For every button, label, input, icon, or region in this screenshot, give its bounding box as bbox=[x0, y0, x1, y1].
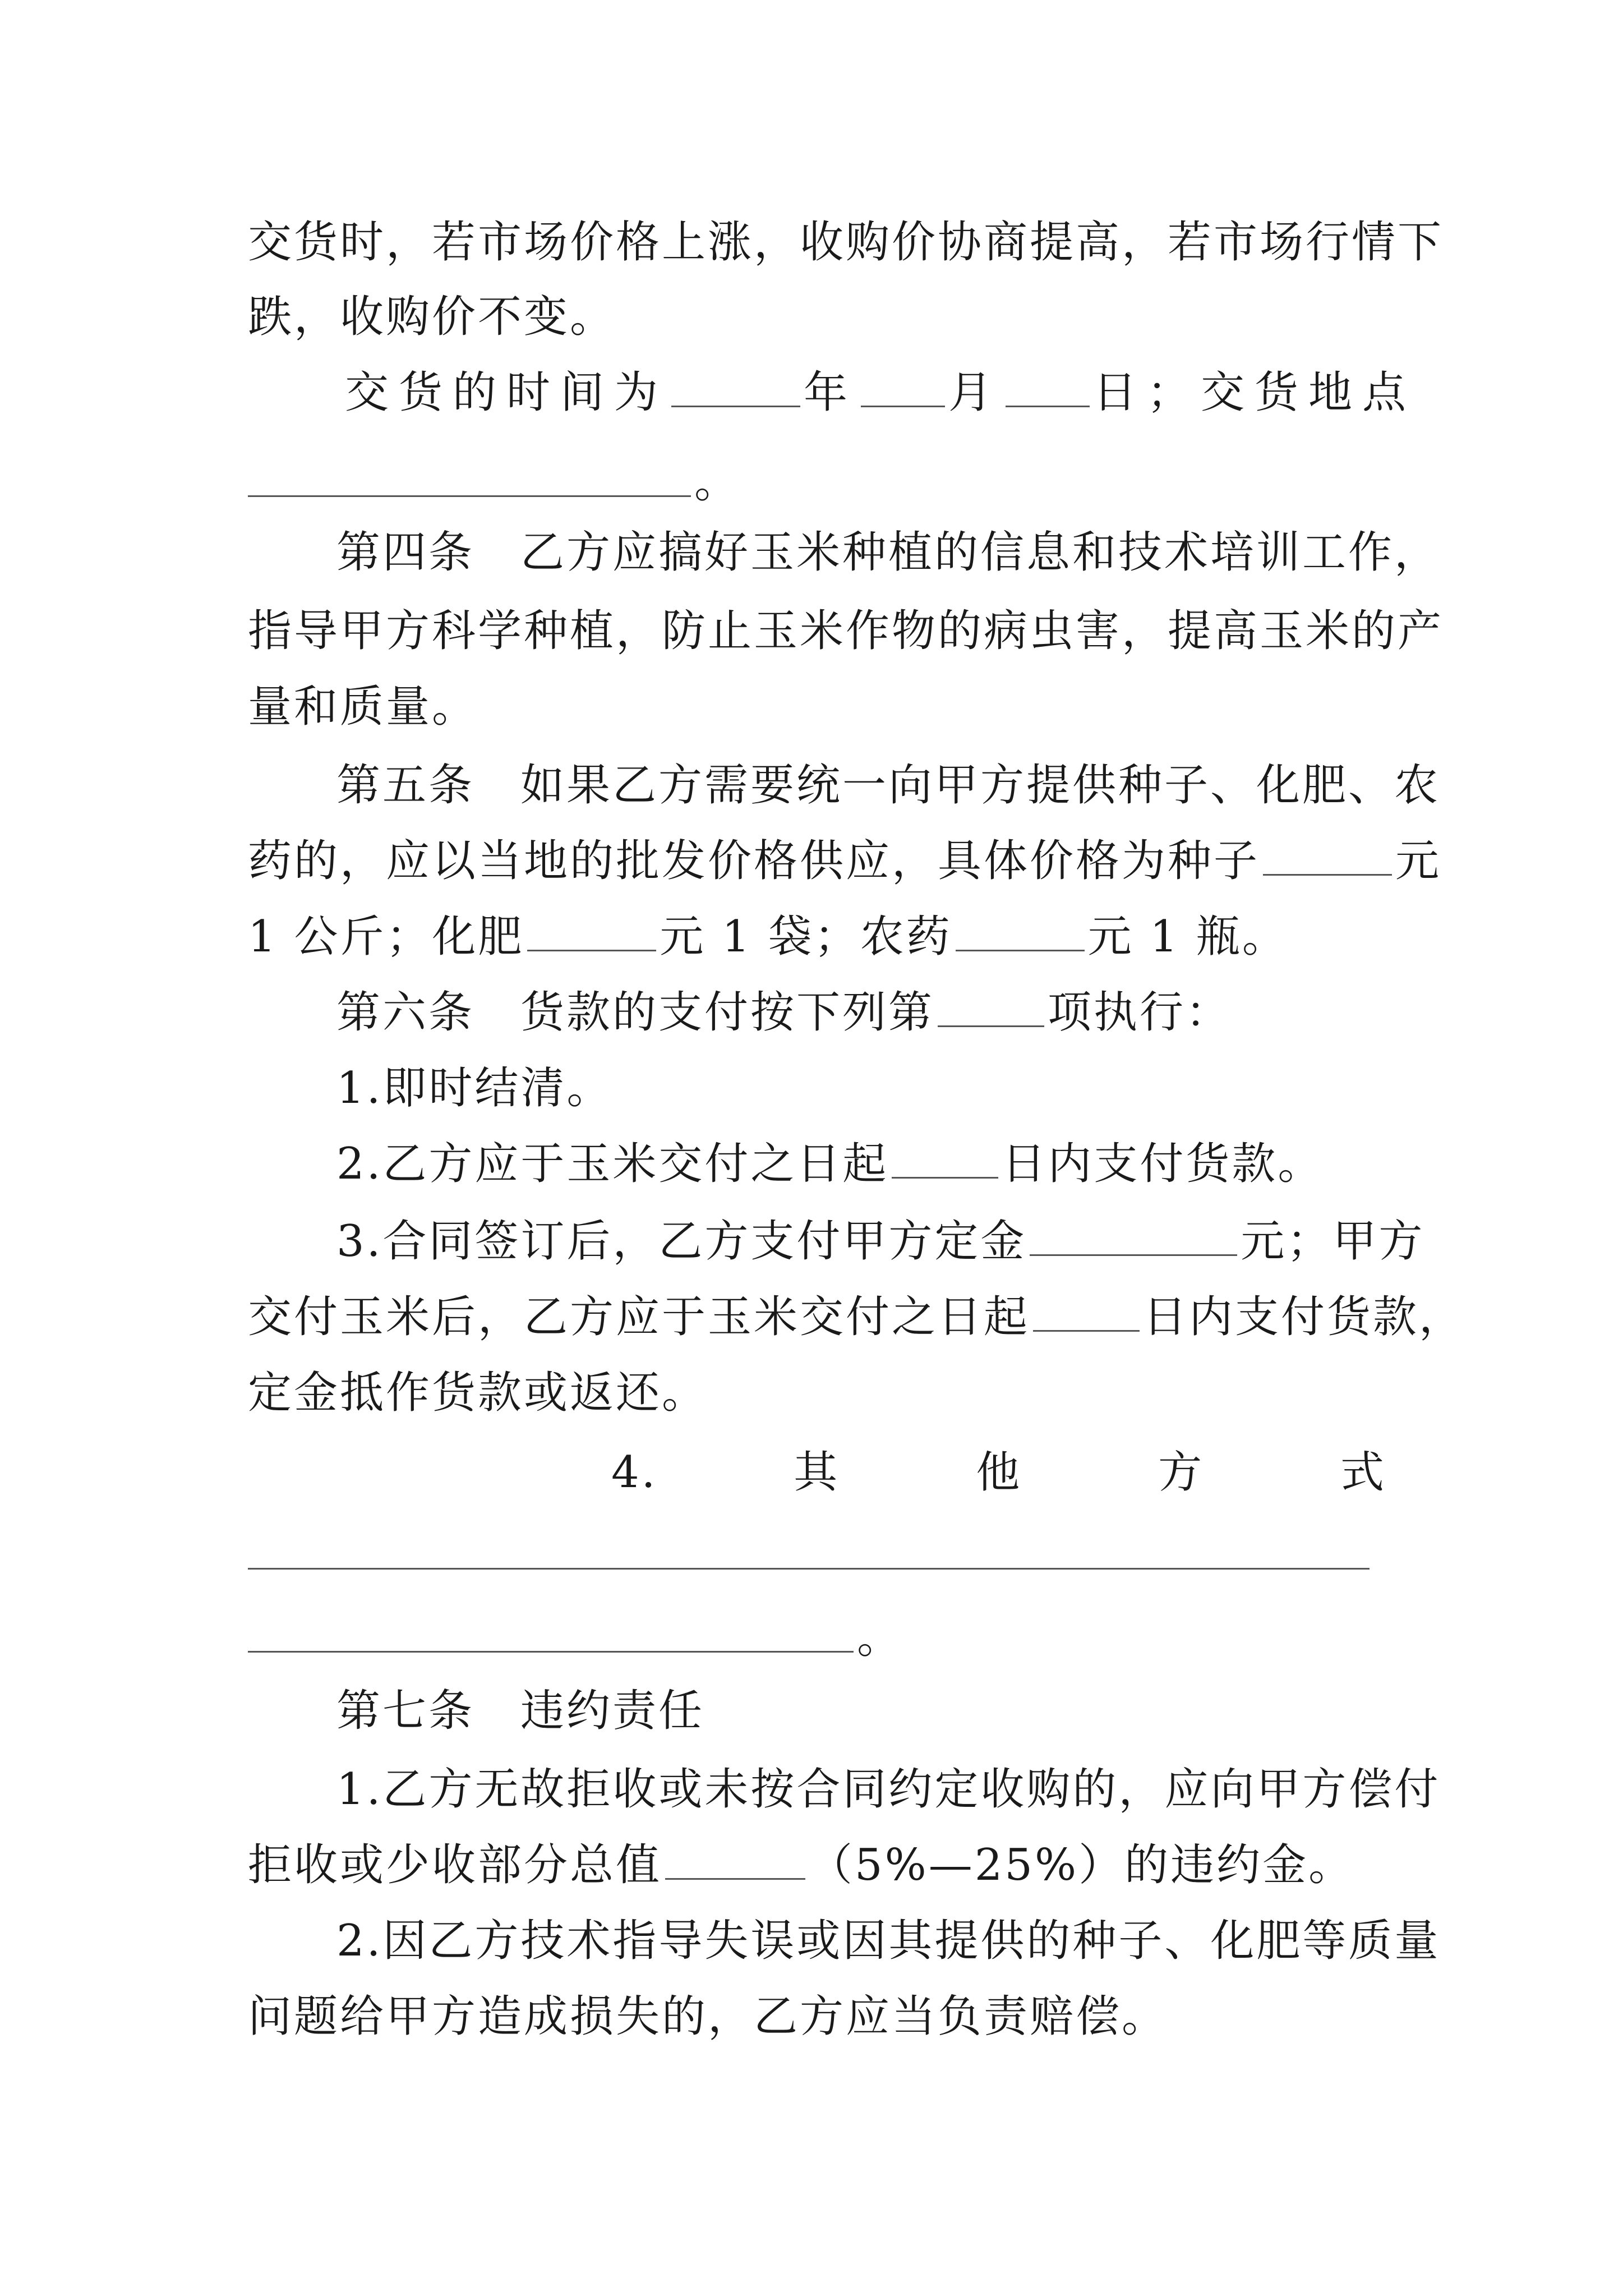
text-span: 日内支付货款， bbox=[1143, 1292, 1465, 1342]
text-span: 项执行： bbox=[1048, 987, 1232, 1038]
deposit-amount-blank[interactable] bbox=[1030, 1215, 1237, 1256]
article-6-item bbox=[248, 1289, 1465, 1345]
text-span: 第七条 违约责任 bbox=[336, 1686, 705, 1736]
text-span: 药的，应以当地的批发价格供应，具体价格为种子 bbox=[248, 836, 1260, 886]
article-5-line bbox=[336, 757, 1440, 813]
text-span: 1 公斤；化肥 bbox=[248, 912, 524, 962]
article-6-item bbox=[336, 1060, 612, 1116]
text-span: 方 bbox=[1158, 1447, 1205, 1498]
text-span: 3.合同签订后，乙方支付甲方定金 bbox=[336, 1216, 1027, 1267]
month-blank[interactable] bbox=[861, 366, 945, 407]
delivery-time-line bbox=[345, 365, 1416, 421]
text-span: 4. bbox=[611, 1447, 658, 1498]
text-span: 元；甲方 bbox=[1241, 1216, 1425, 1267]
text-span: 式 bbox=[1340, 1447, 1386, 1498]
article-4-line bbox=[248, 603, 1444, 659]
paragraph-line bbox=[248, 289, 616, 345]
text-span: 年 bbox=[804, 367, 858, 418]
article-5-line bbox=[248, 909, 1288, 965]
text-span: 交付玉米后，乙方应于玉米交付之日起 bbox=[248, 1292, 1030, 1342]
text-span: （5%—25%）的违约金。 bbox=[809, 1840, 1355, 1890]
text-span: 第五条 如果乙方需要统一向甲方提供种子、化肥、农 bbox=[336, 760, 1441, 811]
article-6-item bbox=[336, 1213, 1424, 1269]
text-span: 日内支付货款。 bbox=[1002, 1139, 1324, 1189]
option-number-blank[interactable] bbox=[938, 986, 1044, 1027]
text-span: 2.乙方应于玉米交付之日起 bbox=[336, 1139, 889, 1189]
payment-days-blank[interactable] bbox=[892, 1138, 998, 1179]
text-span: 日；交货地点 bbox=[1093, 367, 1417, 418]
text-span: 第四条 乙方应搞好玉米种植的信息和技术培训工作， bbox=[336, 527, 1441, 578]
text-span: 。 bbox=[694, 457, 741, 508]
article-6-item bbox=[336, 1136, 1324, 1192]
text-span: 拒收或少收部分总值 bbox=[248, 1840, 662, 1890]
other-method-end-line bbox=[248, 1610, 903, 1666]
penalty-value-blank[interactable] bbox=[665, 1839, 805, 1880]
fertilizer-price-blank[interactable] bbox=[527, 910, 656, 951]
article-5-line bbox=[248, 833, 1441, 889]
text-span: 1.乙方无故拒收或未按合同约定收购的，应向甲方偿付 bbox=[336, 1764, 1441, 1815]
text-span: 跌，收购价不变。 bbox=[248, 292, 616, 342]
text-span: 月 bbox=[948, 367, 1003, 418]
article-7-title bbox=[336, 1683, 704, 1739]
place-blank[interactable] bbox=[248, 456, 691, 497]
article-6-item bbox=[248, 1365, 708, 1421]
text-span: 元 1 袋；农药 bbox=[660, 912, 952, 962]
article-7-item bbox=[248, 1837, 1354, 1893]
text-span: 2.因乙方技术指导失误或因其提供的种子、化肥等质量 bbox=[336, 1916, 1441, 1966]
text-span: 定金抵作货款或返还。 bbox=[248, 1368, 708, 1418]
other-method-blank-2[interactable] bbox=[248, 1612, 854, 1653]
article-4-line bbox=[248, 679, 478, 735]
payment-days-blank[interactable] bbox=[1033, 1291, 1140, 1332]
other-method-blank[interactable] bbox=[248, 1568, 1370, 1570]
seed-price-blank[interactable] bbox=[1263, 835, 1392, 876]
text-span: 量和质量。 bbox=[248, 682, 478, 732]
pesticide-price-blank[interactable] bbox=[956, 910, 1085, 951]
text-span: 指导甲方科学种植，防止玉米作物的病虫害，提高玉米的产 bbox=[248, 606, 1444, 656]
text-span: 第六条 货款的支付按下列第 bbox=[336, 987, 935, 1038]
text-span: 他 bbox=[976, 1447, 1022, 1498]
text-span: 元 bbox=[1395, 836, 1442, 886]
text-span: 问题给甲方造成损失的，乙方应当负责赔偿。 bbox=[248, 1991, 1168, 2042]
article-7-item bbox=[336, 1761, 1440, 1818]
text-span: 1.即时结清。 bbox=[336, 1063, 613, 1114]
year-blank[interactable] bbox=[671, 366, 800, 407]
text-span: 交货时，若市场价格上涨，收购价协商提高，若市场行情下 bbox=[248, 217, 1444, 268]
article-7-item bbox=[248, 1989, 1168, 2045]
other-method-line bbox=[611, 1444, 1386, 1501]
article-7-item bbox=[336, 1913, 1440, 1969]
text-span: 其 bbox=[794, 1447, 840, 1498]
text-span: 元 1 瓶。 bbox=[1087, 912, 1288, 962]
paragraph-line bbox=[248, 214, 1444, 270]
article-6-line bbox=[336, 984, 1232, 1041]
text-span: 交货的时间为 bbox=[345, 367, 668, 418]
text-span: 。 bbox=[857, 1613, 903, 1663]
article-4-line bbox=[336, 524, 1440, 581]
day-blank[interactable] bbox=[1006, 366, 1090, 407]
delivery-place-line bbox=[248, 454, 740, 510]
